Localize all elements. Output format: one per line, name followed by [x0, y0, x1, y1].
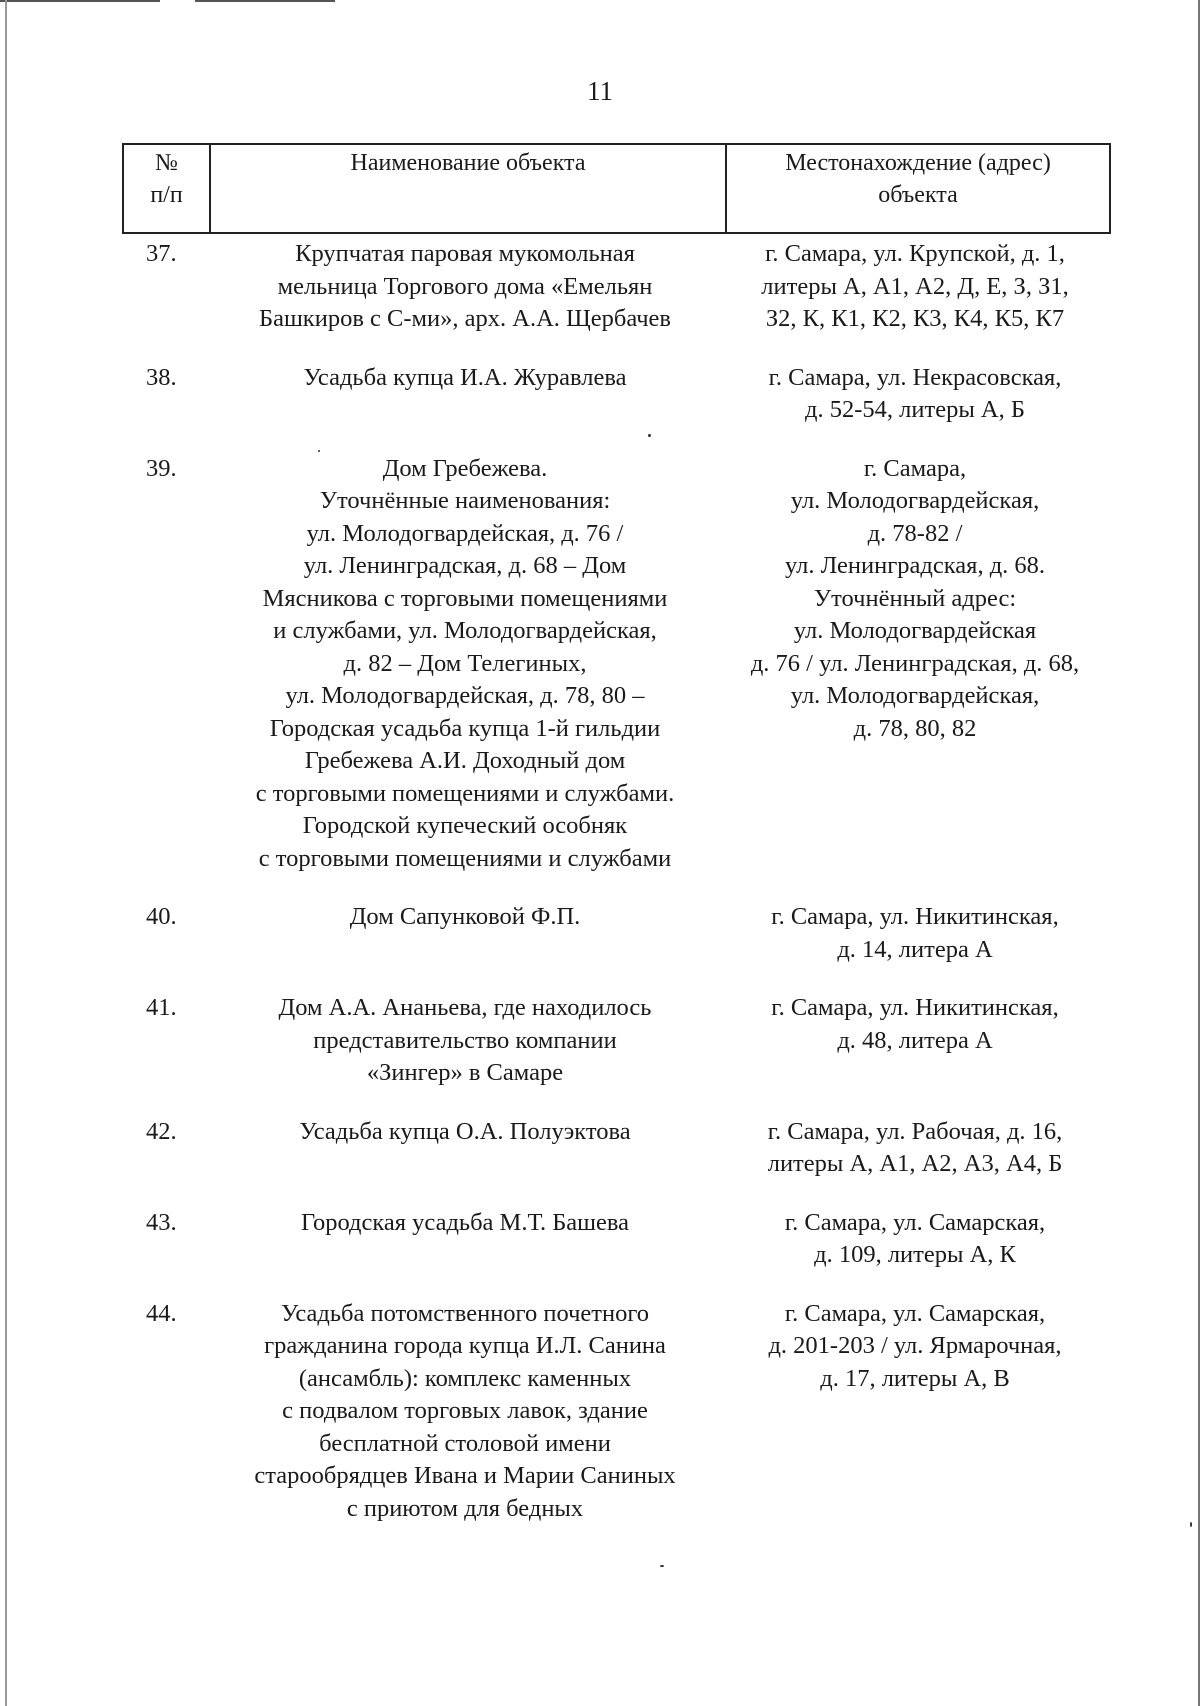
object-name: Дом А.А. Ананьева, где находилось представительство компании «Зингер» в Самаре	[278, 994, 652, 1086]
object-address: г. Самара, ул. Никитинская, д. 14, литера А	[771, 903, 1059, 963]
scan-edge-top-left	[0, 0, 160, 2]
table-row	[122, 1298, 1111, 1526]
scan-speck	[1190, 1522, 1192, 1527]
object-name: Усадьба купца И.А. Журавлева	[303, 363, 627, 391]
object-address: г. Самара, ул. Никитинская, д. 48, литера А	[771, 994, 1059, 1054]
object-name: Усадьба купца О.А. Полуэктова	[299, 1117, 631, 1145]
object-address: г. Самара, ул. Некрасовская, д. 52-54, литеры А, Б	[768, 363, 1062, 423]
row-number: 42.	[146, 1117, 177, 1145]
scan-speck	[318, 450, 320, 452]
row-number: 38.	[146, 363, 177, 391]
object-address: г. Самара, ул. Самарская, д. 201-203 / ул. Ярмарочная, д. 17, литеры А, В	[768, 1299, 1062, 1392]
scan-edge-left	[5, 0, 7, 1706]
scan-speck	[660, 1565, 664, 1567]
object-name: Крупчатая паровая мукомольная мельница Торгового дома «Емельян Башкиров с С-ми», арх. А.А. Щербачев	[259, 240, 671, 332]
row-number: 43.	[146, 1208, 177, 1236]
object-name: Дом Сапунковой Ф.П.	[349, 903, 581, 930]
table-header	[122, 143, 1111, 234]
object-address: г. Самара, ул. Крупской, д. 1, литеры А, А1, А2, Д, Е, З, З1, З2, К, К1, К2, К3, К4, К5, К7	[761, 240, 1069, 332]
object-name: Дом Гребежева. Уточнённые наименования: ул. Молодогвардейская, д. 76 / ул. Ленинградская, д. 68 – Дом Мясникова с торговыми помещениями и службами, ул. Молодогвардейская, д. 82 – Дом Телегиных, ул. Молодогвардейская, д. 78, 80 – Городская усадьба купца 1-й гильдии Гребежева А.И. Доходный дом с торговыми помещениями и службами. Городской купеческий особняк с торговыми помещениями и службами	[255, 454, 675, 872]
row-number: 39.	[146, 454, 177, 482]
page-number: 11	[587, 76, 613, 106]
table-body	[122, 238, 1111, 1525]
object-name: Усадьба потомственного почетного гражданина города купца И.Л. Санина (ансамбль): комплекс каменных с подвалом торговых лавок, здание бесплатной столовой имени старообрядцев Ивана и Марии Саниных с приютом для бедных	[254, 1299, 676, 1522]
header-address: Местонахождение (адрес) объекта	[725, 145, 1109, 232]
object-address: г. Самара, ул. Самарская, д. 109, литеры А, К	[784, 1208, 1046, 1268]
table-row	[122, 362, 1111, 427]
scan-edge-top-right	[195, 0, 335, 2]
row-number: 44.	[146, 1299, 177, 1327]
table-row	[122, 901, 1111, 966]
object-address: г. Самара, ул. Молодогвардейская, д. 78-82 / ул. Ленинградская, д. 68. Уточнённый адрес: ул. Молодогвардейская д. 76 / ул. Ленинградская, д. 68, ул. Молодогвардейская, д. 78, 80, 82	[750, 454, 1080, 742]
row-number: 40.	[146, 903, 177, 930]
row-number: 37.	[146, 240, 177, 267]
header-name: Наименование объекта	[209, 145, 725, 232]
object-address: г. Самара, ул. Рабочая, д. 16, литеры А, А1, А2, А3, А4, Б	[767, 1117, 1063, 1177]
object-name: Городская усадьба М.Т. Башева	[300, 1208, 630, 1236]
scan-speck	[648, 434, 651, 437]
table-row	[122, 453, 1111, 876]
table-row	[122, 1116, 1111, 1181]
row-number: 41.	[146, 994, 177, 1021]
table-row	[122, 238, 1111, 336]
table-row	[122, 1207, 1111, 1272]
table-row	[122, 992, 1111, 1090]
header-number: № п/п	[150, 150, 183, 208]
